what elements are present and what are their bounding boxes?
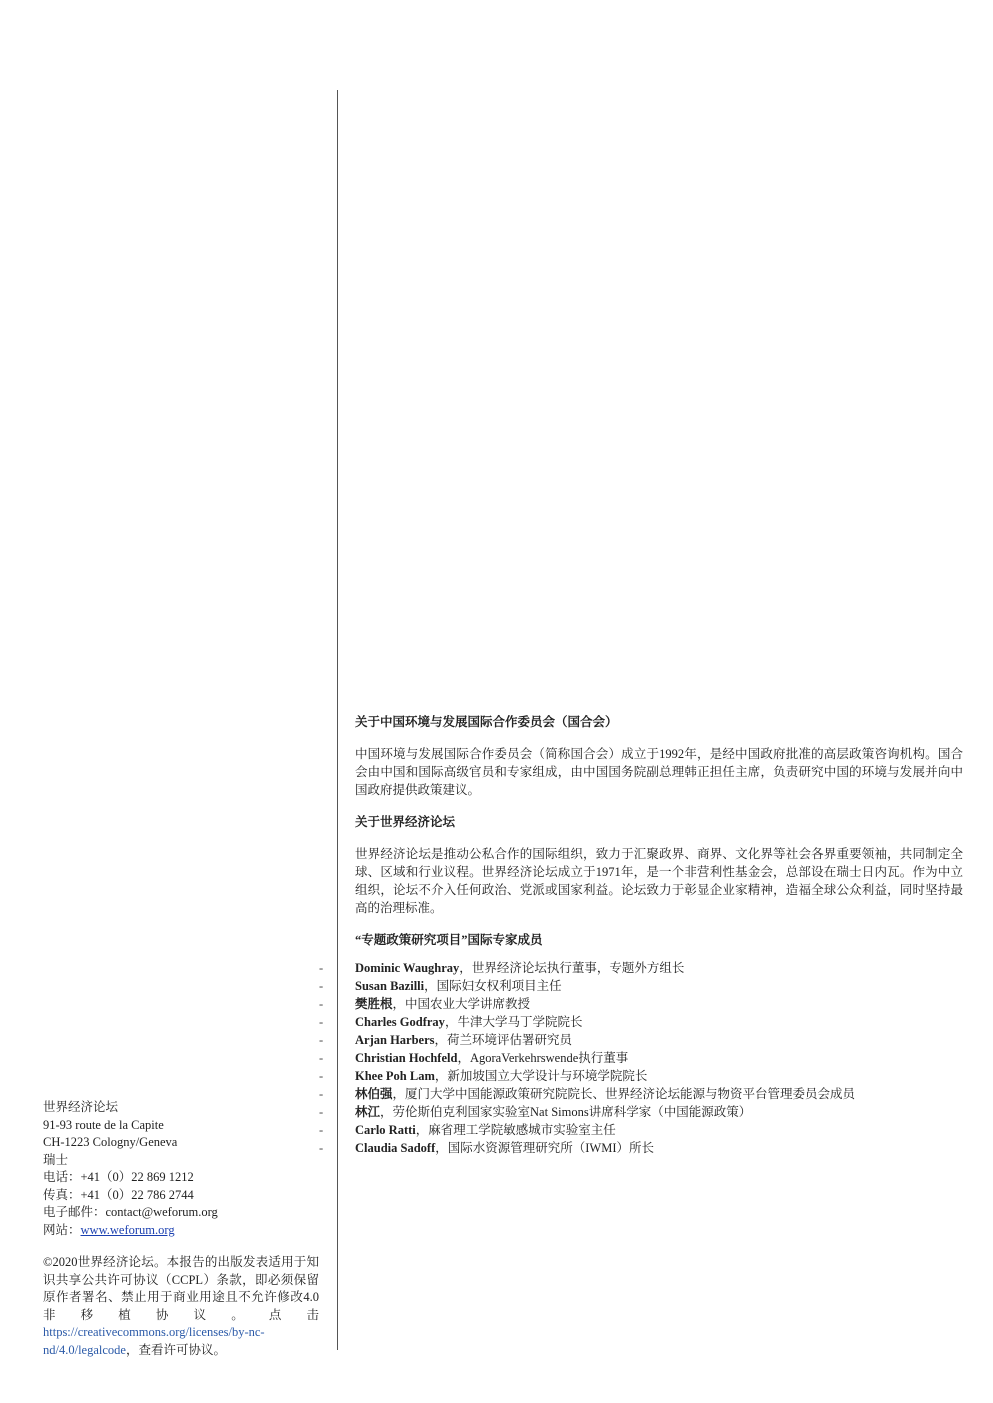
expert-separator: ，: [415, 1123, 429, 1137]
expert-separator: ，: [392, 997, 406, 1011]
expert-separator: ，: [459, 961, 472, 975]
expert-separator: ，: [424, 979, 437, 993]
expert-item: [319, 1067, 963, 1085]
website-label: 网站：: [43, 1222, 81, 1237]
list-marker: -: [319, 1123, 324, 1137]
expert-separator: ，: [435, 1141, 448, 1155]
expert-item: [319, 1085, 963, 1103]
expert-role: 新加坡国立大学设计与环境学院院长: [447, 1069, 648, 1083]
expert-name: 林伯强: [355, 1087, 393, 1101]
column-divider: [337, 90, 338, 1350]
expert-item: [319, 1139, 963, 1157]
list-marker: -: [319, 997, 324, 1011]
expert-item: [319, 977, 963, 995]
expert-name: Carlo Ratti: [355, 1123, 416, 1137]
license-link[interactable]: https://creativecommons.org/licenses/by-nc-nd/4.0/legalcode: [43, 1325, 265, 1357]
list-marker: -: [319, 1051, 324, 1065]
expert-separator: ，: [380, 1105, 393, 1119]
main-content: [319, 713, 963, 1157]
copyright-notice: [43, 1254, 319, 1359]
contact-address-line1: 91-93 route de la Capite: [43, 1117, 164, 1132]
expert-role: 世界经济论坛执行董事，专题外方组长: [471, 961, 685, 975]
expert-separator: ，: [444, 1015, 458, 1029]
expert-separator: ，: [392, 1087, 406, 1101]
expert-name: Claudia Sadoff: [355, 1141, 436, 1155]
contact-address-line2: CH-1223 Cologny/Geneva: [43, 1135, 178, 1149]
expert-item: [319, 959, 963, 977]
expert-role: 国际妇女权利项目主任: [436, 979, 562, 993]
expert-item: [319, 995, 963, 1013]
contact-org: 世界经济论坛: [43, 1100, 119, 1114]
contact-phone: 电话：+41（0）22 869 1212: [43, 1170, 194, 1184]
sidebar-contact: [43, 1099, 319, 1359]
expert-role: 国际水资源管理研究所（IWMI）所长: [447, 1141, 654, 1155]
contact-country: 瑞士: [43, 1152, 69, 1167]
list-marker: -: [319, 1141, 324, 1155]
expert-name: 樊胜根: [355, 997, 393, 1011]
expert-item: [319, 1013, 963, 1031]
website-link[interactable]: www.weforum.org: [80, 1222, 175, 1237]
list-marker: -: [319, 979, 324, 993]
expert-item: [319, 1049, 963, 1067]
expert-role: 荷兰环境评估署研究员: [447, 1033, 573, 1047]
wef-paragraph: 世界经济论坛是推动公私合作的国际组织，致力于汇聚政界、商界、文化界等社会各界重要领袖，共同制定全球、区域和行业议程。世界经济论坛成立于1971年，是一个非营利性基金会，总部设在瑞士日内瓦。作为中立组织，论坛不介入任何政治、党派或国家利益。论坛致力于彰显企业家精神，造福全球公众利益，同时坚持最高的治理标准。: [355, 847, 963, 915]
expert-item: [319, 1121, 963, 1139]
cciced-heading: 关于中国环境与发展国际合作委员会（国合会）: [355, 715, 618, 729]
list-marker: -: [319, 1087, 324, 1101]
expert-role: AgoraVerkehrswende执行董事: [469, 1051, 629, 1065]
expert-item: [319, 1031, 963, 1049]
expert-name: Christian Hochfeld: [355, 1051, 458, 1065]
wef-heading: 关于世界经济论坛: [355, 815, 456, 829]
contact-website: [43, 1222, 319, 1240]
expert-role: 劳伦斯伯克利国家实验室Nat Simons讲席科学家（中国能源政策）: [392, 1105, 752, 1119]
expert-name: 林江: [355, 1105, 381, 1119]
list-marker: -: [319, 1033, 324, 1047]
expert-role: 厦门大学中国能源政策研究院院长、世界经济论坛能源与物资平台管理委员会成员: [405, 1087, 856, 1101]
experts-list: [319, 959, 963, 1157]
expert-role: 牛津大学马丁学院院长: [457, 1015, 583, 1029]
expert-name: Dominic Waughray: [355, 961, 460, 975]
cciced-paragraph: 中国环境与发展国际合作委员会（简称国合会）成立于1992年，是经中国政府批准的高层政策咨询机构。国合会由中国和国际高级官员和专家组成，由中国国务院副总理韩正担任主席，负责研究中国的环境与发展并向中国政府提供政策建议。: [355, 747, 963, 797]
expert-role: 麻省理工学院敏感城市实验室主任: [428, 1123, 616, 1137]
expert-name: Susan Bazilli: [355, 979, 425, 993]
expert-separator: ，: [434, 1069, 448, 1083]
expert-name: Arjan Harbers: [355, 1033, 435, 1047]
expert-role: 中国农业大学讲席教授: [405, 997, 531, 1011]
experts-heading: “专题政策研究项目”国际专家成员: [355, 933, 543, 947]
expert-separator: ，: [457, 1051, 470, 1065]
list-marker: -: [319, 1015, 324, 1029]
expert-name: Khee Poh Lam: [355, 1069, 435, 1083]
list-marker: -: [319, 961, 324, 975]
copyright-text: ©2020世界经济论坛。本报告的出版发表适用于知识共享公共许可协议（CCPL）条款，即必须保留原作者署名、禁止用于商业用途且不允许修改4.0非移植协议。点击: [43, 1255, 319, 1322]
expert-separator: ，: [434, 1033, 448, 1047]
expert-name: Charles Godfray: [355, 1015, 445, 1029]
list-marker: -: [319, 1105, 324, 1119]
expert-item: [319, 1103, 963, 1121]
contact-email: 电子邮件：contact@weforum.org: [43, 1205, 218, 1219]
list-marker: -: [319, 1069, 324, 1083]
contact-fax: 传真：+41（0）22 786 2744: [43, 1187, 194, 1202]
copyright-suffix: ，查看许可协议。: [125, 1342, 226, 1357]
